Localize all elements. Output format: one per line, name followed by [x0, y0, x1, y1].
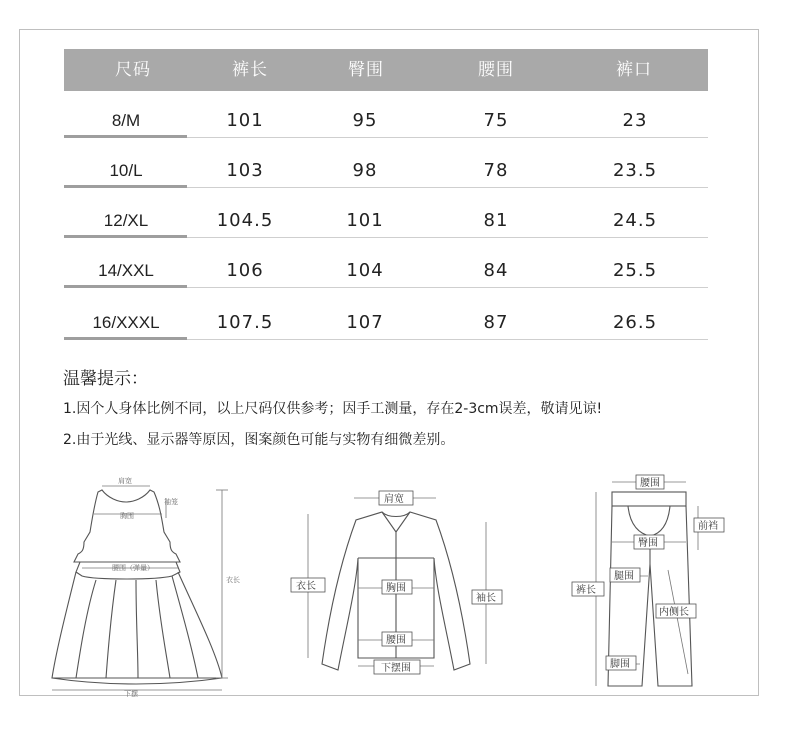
label-waist: 腰围（弹量） [112, 564, 154, 572]
label-front-rise: 前裆 [698, 521, 718, 532]
cell-pants-length: 104.5 [216, 210, 274, 231]
label-pants-length: 裤长 [576, 585, 596, 596]
table-row [64, 188, 708, 238]
row-divider [64, 285, 187, 288]
cell-waist: 81 [483, 210, 509, 231]
label-chest: 胸围 [386, 583, 406, 594]
label-waist: 腰围 [386, 635, 406, 646]
label-sleeve-length: 袖长 [476, 593, 496, 604]
table-row [64, 290, 708, 340]
cell-waist: 78 [483, 160, 509, 181]
note-line-2: 2.由于光线、显示器等原因，图案颜色可能与实物有细微差别。 [63, 432, 455, 448]
header-size: 尺码 [115, 60, 151, 80]
cell-pants-length: 106 [226, 260, 264, 281]
row-divider [64, 337, 187, 340]
cell-hip: 95 [352, 110, 378, 131]
cell-hip: 101 [346, 210, 384, 231]
cell-size: 16/XXXL [92, 313, 160, 332]
label-shirt-length: 衣长 [296, 581, 316, 592]
dress-measurement-diagram [46, 472, 246, 698]
cell-pants-length: 107.5 [216, 312, 274, 333]
label-dress-length: 衣长 [226, 576, 240, 584]
label-shoulder: 肩宽 [118, 477, 132, 485]
pants-measurement-diagram [564, 474, 734, 694]
cell-waist: 87 [483, 312, 509, 333]
cell-hip: 107 [346, 312, 384, 333]
label-shoulder: 肩宽 [384, 494, 404, 505]
cell-waist: 84 [483, 260, 509, 281]
label-leg-opening: 脚围 [610, 659, 630, 670]
header-leg-opening: 裤口 [616, 60, 652, 80]
label-armhole: 袖笼 [164, 498, 178, 506]
cell-waist: 75 [483, 110, 509, 131]
label-hem: 下摆围 [381, 663, 411, 674]
header-pants-length: 裤长 [232, 60, 268, 80]
cell-pants-length: 103 [226, 160, 264, 181]
label-thigh: 腿围 [614, 571, 634, 582]
cell-hip: 98 [352, 160, 378, 181]
cell-size: 14/XXL [98, 261, 154, 280]
cell-leg-opening: 24.5 [612, 210, 658, 231]
header-hip: 臀围 [348, 60, 384, 80]
label-hip: 臀围 [638, 538, 658, 549]
table-row [64, 238, 708, 288]
row-divider [187, 287, 708, 288]
cell-leg-opening: 23.5 [612, 160, 658, 181]
table-row [64, 88, 708, 138]
cell-pants-length: 101 [226, 110, 264, 131]
header-waist: 腰围 [478, 60, 514, 80]
size-table-header [64, 49, 708, 91]
cell-hip: 104 [346, 260, 384, 281]
cell-size: 12/XL [103, 211, 149, 230]
label-waist: 腰围 [640, 478, 660, 489]
row-divider [187, 339, 708, 340]
table-row [64, 138, 708, 188]
label-bust: 胸围 [120, 512, 134, 520]
shirt-measurement-diagram [286, 488, 506, 680]
label-inseam: 内侧长 [659, 607, 689, 618]
cell-size: 8/M [111, 111, 141, 130]
cell-leg-opening: 23 [622, 110, 648, 131]
cell-size: 10/L [109, 161, 143, 180]
cell-leg-opening: 26.5 [612, 312, 658, 333]
note-line-1: 1.因个人身体比例不同，以上尺码仅供参考；因手工测量，存在2-3cm误差，敬请见谅! [63, 401, 603, 417]
label-hem: 下摆 [124, 690, 138, 698]
cell-leg-opening: 25.5 [612, 260, 658, 281]
notes-title: 温馨提示： [63, 369, 148, 389]
